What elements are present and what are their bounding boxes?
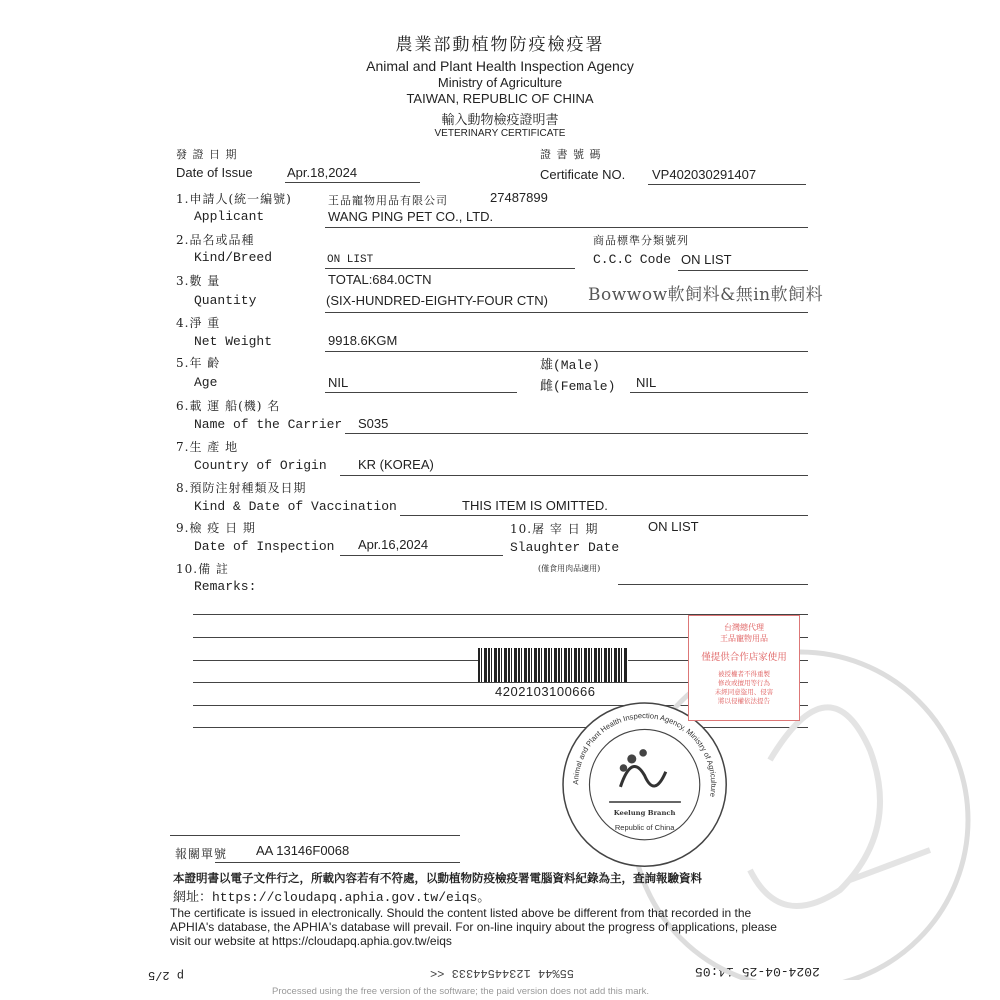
notice-cn-line2: 網址：https://cloudapq.aphia.gov.tw/eiqs。: [173, 890, 491, 905]
quantity-words: (SIX-HUNDRED-EIGHTY-FOUR CTN): [326, 293, 548, 308]
barcode-number: 4202103100666: [495, 684, 596, 699]
notice-en-line3: visit our website at https://cloudapq.aphia.gov.tw/eiqs: [170, 934, 452, 948]
slaughter-value: ON LIST: [648, 519, 699, 534]
stamp-line: 被授權者不得重製: [718, 670, 770, 678]
age-value: NIL: [328, 375, 349, 390]
inspection-label: Date of Inspection: [194, 539, 335, 554]
origin-label-cn: 7.生 產 地: [176, 440, 239, 454]
applicant-tax-id: 27487899: [490, 190, 548, 205]
date-of-issue-label-cn: 發 證 日 期: [176, 148, 238, 161]
stamp-line: 王品寵物用品: [720, 634, 768, 643]
seal-ring-text: Animal and Plant Health Inspection Agency, Ministry of Agriculture: [571, 711, 719, 798]
net-weight-label-cn: 4.淨 重: [176, 316, 221, 330]
certificate-no-value: VP402030291407: [652, 167, 757, 182]
seal-branch: Keelung Branch: [613, 808, 676, 817]
ministry-name: Ministry of Agriculture: [437, 75, 563, 90]
origin-label: Country of Origin: [194, 458, 327, 473]
date-of-issue-label: Date of Issue: [176, 165, 253, 180]
country-name: TAIWAN, REPUBLIC OF CHINA: [406, 91, 594, 106]
remarks-label: Remarks:: [194, 579, 257, 594]
quantity-label: Quantity: [194, 293, 257, 308]
age-label: Age: [194, 375, 218, 390]
stamp-line: 僅提供合作店家使用: [701, 652, 787, 663]
page-number: p 2/5: [148, 968, 185, 982]
applicant-name-cn: 王品寵物用品有限公司: [328, 194, 448, 207]
fax-timestamp: 2024-04-25 14:05: [695, 964, 820, 979]
net-weight-label: Net Weight: [194, 334, 273, 349]
date-of-issue-value: Apr.18,2024: [287, 165, 358, 180]
carrier-label-cn: 6.載 運 船(機) 名: [176, 399, 281, 413]
declaration-no-value: AA 13146F0068: [256, 843, 350, 858]
distributor-stamp: [688, 615, 800, 721]
quantity-label-cn: 3.數 量: [176, 274, 221, 288]
applicant-name: WANG PING PET CO., LTD.: [328, 209, 494, 224]
origin-value: KR (KOREA): [358, 457, 434, 472]
carrier-value: S035: [358, 416, 389, 431]
stamp-line: 修改或擅用等行為: [718, 679, 770, 687]
slaughter-label-cn: 10.屠 宰 日 期: [510, 522, 599, 536]
handwritten-note: Bowwow軟飼料&無in軟飼料: [588, 285, 824, 305]
stamp-line: 台灣總代理: [724, 623, 764, 632]
applicant-label: Applicant: [194, 209, 265, 224]
vaccination-label-cn: 8.預防注射種類及日期: [176, 481, 307, 495]
stamp-line: 將以侵權依法提告: [718, 697, 770, 705]
certificate-title-cn: 輸入動物檢疫證明書: [441, 113, 559, 128]
kind-label: Kind/Breed: [194, 250, 273, 265]
certificate-title-en: VETERINARY CERTIFICATE: [434, 128, 566, 139]
applicant-label-cn: 1.申請人(統一編號): [176, 192, 292, 206]
kind-label-cn: 2.品名或品種: [176, 233, 255, 247]
seal-bottom-text: Republic of China: [614, 822, 675, 832]
male-label: 雄(Male): [540, 358, 600, 373]
vaccination-value: THIS ITEM IS OMITTED.: [462, 498, 608, 513]
female-label: 雌(Female): [540, 379, 616, 394]
inspection-value: Apr.16,2024: [358, 537, 429, 552]
agency-name-cn: 農業部動植物防疫檢疫署: [395, 35, 605, 55]
agency-name-en: Animal and Plant Health Inspection Agency: [366, 58, 634, 74]
stamp-line: 未經同意盜用、侵害: [714, 688, 774, 696]
ccc-label: C.C.C Code: [593, 252, 672, 267]
slaughter-note: (僅食用肉品適用): [538, 564, 601, 573]
fax-id: 55%44 12344544333 <<: [430, 966, 575, 980]
kind-value: ON LIST: [327, 254, 374, 266]
carrier-label: Name of the Carrier: [194, 417, 343, 432]
notice-cn-line1: 本證明書以電子文件行之，所載內容若有不符處，以動植物防疫檢疫署電腦資料紀錄為主，查詢報驗資料: [173, 871, 702, 885]
net-weight-value: 9918.6KGM: [328, 333, 398, 348]
vaccination-label: Kind & Date of Vaccination: [194, 499, 397, 514]
slaughter-label: Slaughter Date: [510, 540, 620, 555]
software-watermark: Processed using the free version of the software; the paid version does not add this mark.: [272, 986, 650, 997]
ccc-label-cn: 商品標準分類號列: [593, 234, 689, 247]
official-seal-icon: [560, 700, 730, 870]
certificate-no-label-cn: 證 書 號 碼: [540, 148, 602, 161]
female-value: NIL: [636, 375, 657, 390]
ccc-value: ON LIST: [681, 252, 732, 267]
notice-en-line1: The certificate is issued in electronically. Should the content listed above be different from that recorded in the: [170, 906, 752, 920]
age-label-cn: 5.年 齡: [176, 356, 221, 370]
quantity-value: TOTAL:684.0CTN: [328, 272, 432, 287]
declaration-no-label: 報關單號: [175, 847, 228, 861]
remarks-label-cn: 10.備 註: [176, 562, 229, 576]
notice-en-line2: APHIA's database, the APHIA's database will prevail. For on-line inquiry about the progress of applications, please: [170, 920, 777, 934]
inspection-label-cn: 9.檢 疫 日 期: [176, 521, 256, 535]
certificate-no-label: Certificate NO.: [540, 167, 626, 182]
